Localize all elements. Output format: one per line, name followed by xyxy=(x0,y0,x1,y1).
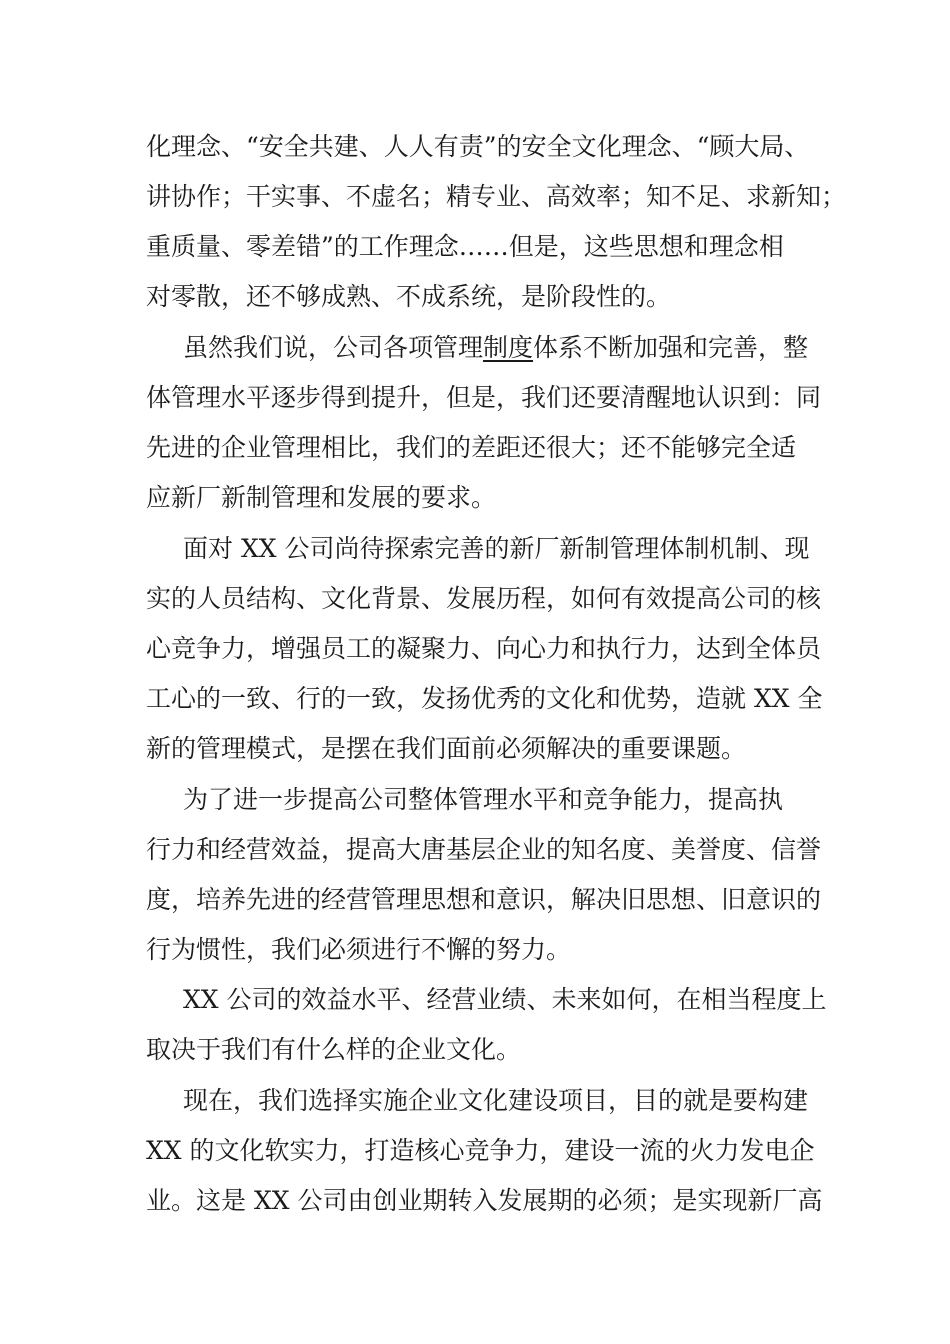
text-line: 化理念、“安全共建、人人有责”的安全文化理念、“顾大局、 xyxy=(146,132,810,161)
paragraph-first-line: 现在，我们选择实施企业文化建设项目，目的就是要构建 xyxy=(183,1086,809,1115)
paragraph-first-line: 面对 XX 公司尚待探索完善的新厂新制管理体制机制、现 xyxy=(183,534,810,563)
text-line: 工心的一致、行的一致，发扬优秀的文化和优势，造就 XX 全 xyxy=(146,684,823,713)
text-line: 重质量、零差错”的工作理念……但是，这些思想和理念相 xyxy=(146,232,784,261)
text-line: 应新厂新制管理和发展的要求。 xyxy=(146,483,497,512)
text-line: 体管理水平逐步得到提升，但是，我们还要清醒地认识到：同 xyxy=(146,383,822,412)
text-line: 取决于我们有什么样的企业文化。 xyxy=(146,1035,522,1064)
text-segment: 虽然我们说，公司各项管理 xyxy=(183,333,484,362)
paragraph-first-line xyxy=(183,323,808,373)
text-line: XX 的文化软实力，打造核心竞争力，建设一流的火力发电企 xyxy=(146,1136,815,1165)
text-line: 行为惯性，我们必须进行不懈的努力。 xyxy=(146,935,572,964)
text-line: 心竞争力，增强员工的凝聚力、向心力和执行力，达到全体员 xyxy=(146,634,822,663)
text-line: 新的管理模式，是摆在我们面前必须解决的重要课题。 xyxy=(146,734,747,763)
text-line: 先进的企业管理相比，我们的差距还很大；还不能够完全适 xyxy=(146,433,797,462)
text-line: 实的人员结构、文化背景、发展历程，如何有效提高公司的核 xyxy=(146,584,822,613)
paragraph-first-line: 为了进一步提高公司整体管理水平和竞争能力，提高执 xyxy=(183,785,784,814)
text-line: 讲协作；干实事、不虚名；精专业、高效率；知不足、求新知； xyxy=(146,182,847,211)
text-line: 行力和经营效益，提高大唐基层企业的知名度、美誉度、信誉 xyxy=(146,835,822,864)
text-line: 度，培养先进的经营管理思想和意识，解决旧思想、旧意识的 xyxy=(146,885,822,914)
text-line: 对零散，还不够成熟、不成系统，是阶段性的。 xyxy=(146,282,672,311)
underlined-term: 制度 xyxy=(483,333,534,362)
text-segment: 体系不断加强和完善，整 xyxy=(533,333,809,362)
text-line: 业。这是 XX 公司由创业期转入发展期的必须；是实现新厂高 xyxy=(146,1186,823,1215)
paragraph-first-line: XX 公司的效益水平、经营业绩、未来如何，在相当程度上 xyxy=(183,985,827,1014)
